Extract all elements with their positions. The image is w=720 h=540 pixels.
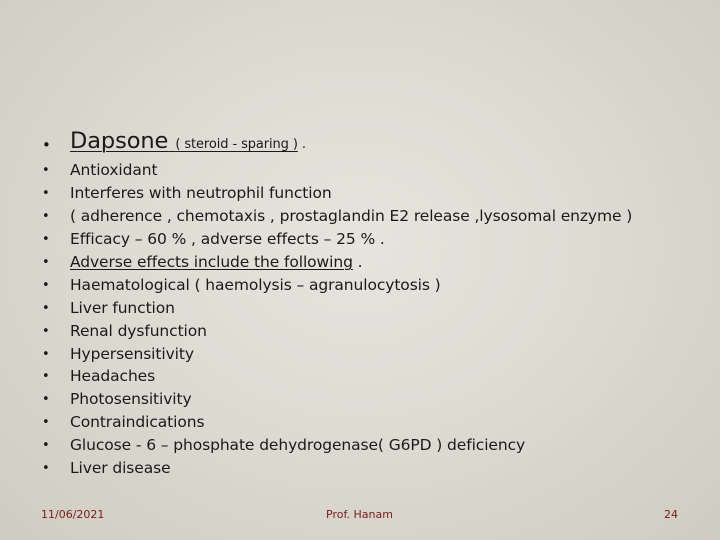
list-item-text: Interferes with neutrophil function xyxy=(70,184,332,202)
title-end: . xyxy=(297,137,306,152)
bullet-icon: • xyxy=(42,415,50,430)
list-item-text: Glucose - 6 – phosphate dehydrogenase( G6PD ) deficiency xyxy=(70,436,526,454)
bullet-icon: • xyxy=(42,186,50,201)
bullet-icon: • xyxy=(42,438,50,453)
list-item-text: Antioxidant xyxy=(70,161,158,179)
list-item-text xyxy=(70,255,362,271)
footer-date: 11/06/2021 xyxy=(41,508,105,521)
bullet-icon: • xyxy=(42,347,50,362)
title-main: Dapsone xyxy=(70,128,169,154)
list-item-text: Liver function xyxy=(70,299,175,317)
list-item-text: Renal dysfunction xyxy=(70,322,207,340)
bullet-icon: • xyxy=(42,461,50,476)
footer-author: Prof. Hanam xyxy=(326,508,393,521)
slide-title xyxy=(70,130,306,153)
list-item-text: Liver disease xyxy=(70,459,171,477)
list-item-text: ( adherence , chemotaxis , prostaglandin E2 release ,lysosomal enzyme ) xyxy=(70,207,633,225)
list-item-text: Contraindications xyxy=(70,413,205,431)
heading-tail: . xyxy=(352,253,363,271)
list-item-text: Efficacy – 60 % , adverse effects – 25 % . xyxy=(70,230,385,248)
list-item-text: Hypersensitivity xyxy=(70,345,194,363)
bullet-icon: • xyxy=(42,301,50,316)
bullet-icon: • xyxy=(42,278,50,293)
bullet-icon: • xyxy=(42,255,50,270)
bullet-icon: • xyxy=(42,392,50,407)
bullet-icon: • xyxy=(42,369,50,384)
footer-page-number: 24 xyxy=(664,508,678,521)
list-item-text: Haematological ( haemolysis – agranulocytosis ) xyxy=(70,276,441,294)
list-item-text: Photosensitivity xyxy=(70,390,192,408)
title-sub: ( steroid - sparing ) xyxy=(175,137,298,152)
bullet-icon: • xyxy=(42,136,51,154)
list-item-text: Headaches xyxy=(70,367,156,385)
bullet-icon: • xyxy=(42,163,50,178)
bullet-icon: • xyxy=(42,232,50,247)
bullet-icon: • xyxy=(42,209,50,224)
underlined-heading: Adverse effects include the following xyxy=(70,253,353,271)
bullet-icon: • xyxy=(42,324,50,339)
